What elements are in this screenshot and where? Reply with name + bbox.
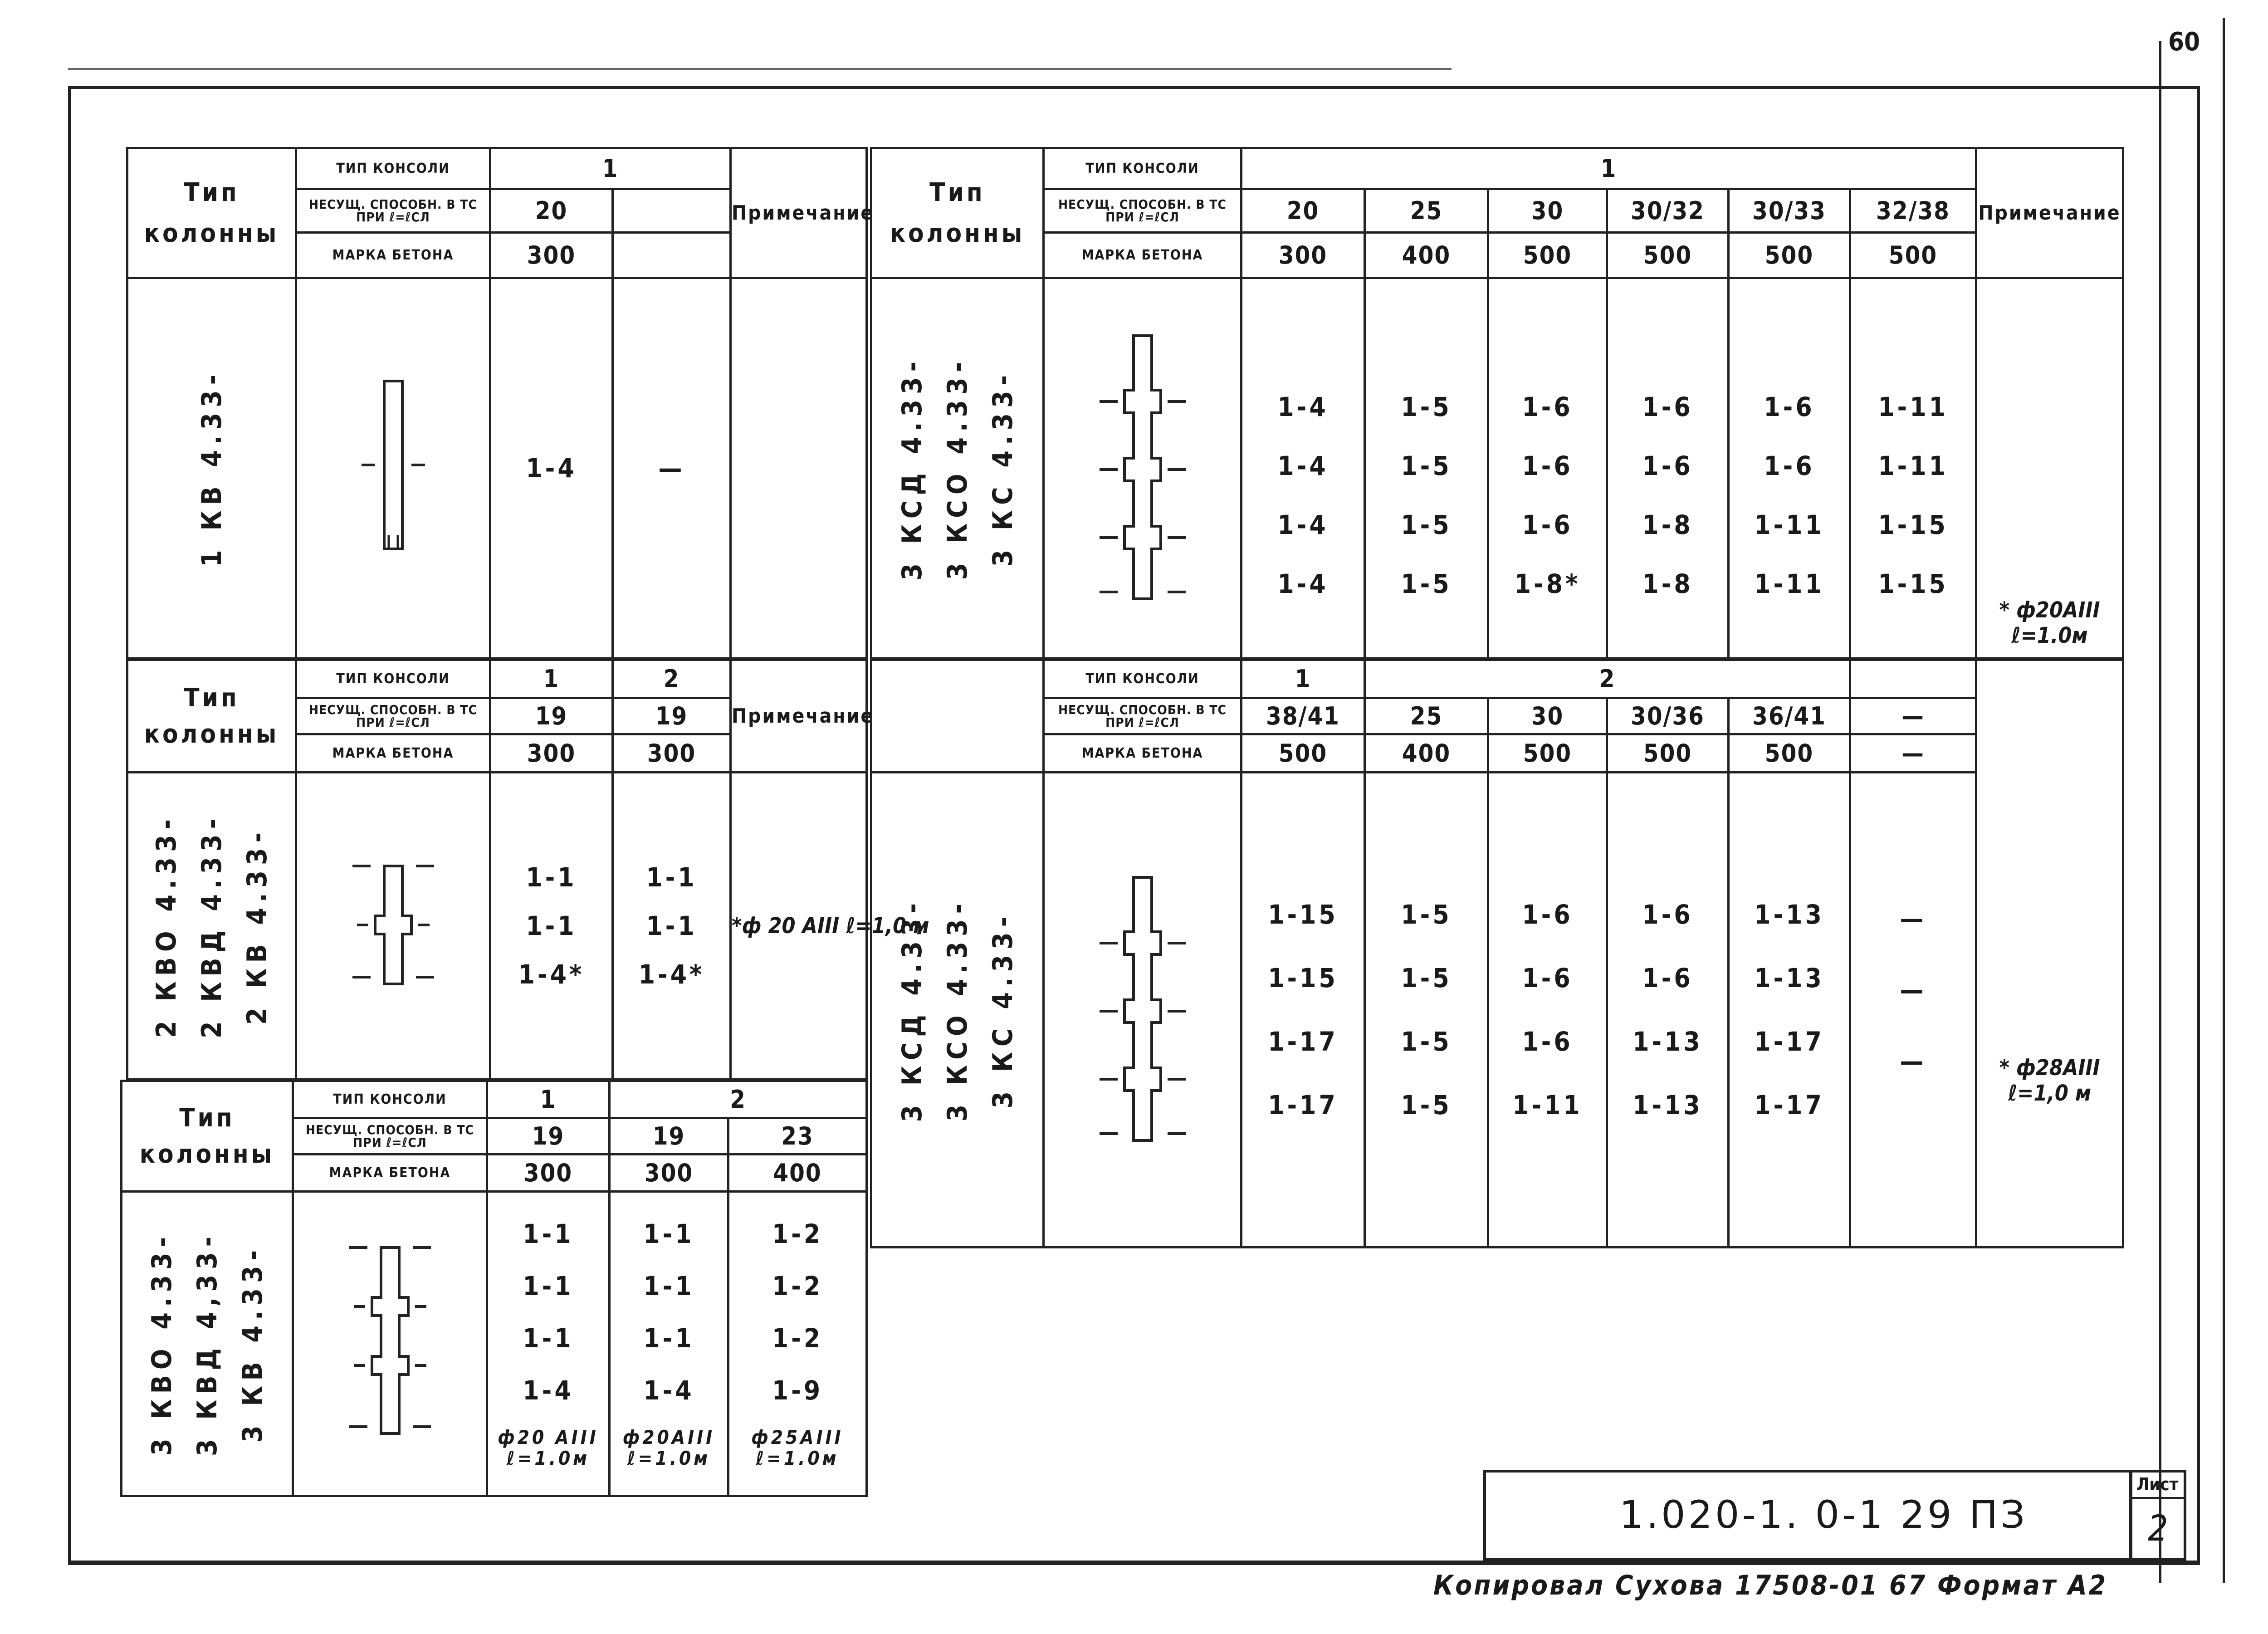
capacity: 30 bbox=[1488, 189, 1607, 233]
value-cell bbox=[1729, 773, 1850, 1248]
value-cell bbox=[1242, 278, 1365, 659]
value: 1-5 bbox=[1401, 450, 1452, 481]
concrete: 500 bbox=[1607, 233, 1729, 278]
value: 1-17 bbox=[1754, 1090, 1824, 1120]
capacity-label: НЕСУЩ. СПОСОБН. В ТС ПРИ ℓ=ℓСЛ bbox=[296, 698, 490, 734]
value: 1-5 bbox=[1401, 899, 1452, 930]
capacity-1: 20 bbox=[490, 189, 613, 233]
concrete: — bbox=[1850, 734, 1976, 773]
value: 1-8* bbox=[1514, 568, 1581, 599]
value-cell bbox=[1850, 773, 1976, 1248]
value: 1-17 bbox=[1268, 1090, 1338, 1120]
note-cell: * ф28АIII ℓ=1,0 м bbox=[1976, 660, 2123, 1248]
value: 1-1 bbox=[646, 910, 697, 941]
value: — bbox=[1900, 974, 1926, 1005]
value: 1-6 bbox=[1642, 899, 1693, 930]
capacity-2: 19 bbox=[610, 1118, 728, 1155]
value: 1-6 bbox=[1522, 509, 1573, 540]
column-sketch-icon bbox=[343, 848, 443, 1002]
value: 1-1 bbox=[526, 910, 577, 941]
value: 1-4 bbox=[1277, 450, 1329, 481]
capacity: 32/38 bbox=[1850, 189, 1976, 233]
concrete: 500 bbox=[1242, 734, 1365, 773]
console-1: 1 bbox=[1242, 660, 1365, 698]
value: 1-11 bbox=[1754, 509, 1824, 540]
concrete: 300 bbox=[1242, 233, 1365, 278]
col-type-header: Тип колонны bbox=[127, 660, 296, 773]
column-mark: 3 КВД 4,33- bbox=[191, 1231, 223, 1457]
capacity: 30/36 bbox=[1607, 698, 1729, 734]
concrete-label: МАРКА БЕТОНА bbox=[296, 233, 490, 278]
column-sketch-cell bbox=[296, 278, 490, 659]
console-1: 1 bbox=[487, 1081, 610, 1118]
value-cell bbox=[490, 773, 613, 1080]
value-cell bbox=[728, 1192, 867, 1496]
console-2: 2 bbox=[1365, 660, 1850, 698]
value: 1-9 bbox=[772, 1375, 823, 1406]
value: 1-6 bbox=[1522, 450, 1573, 481]
concrete-1: 300 bbox=[487, 1155, 610, 1192]
column-mark: 2 КВД 4.33- bbox=[196, 813, 228, 1039]
value: 1-5 bbox=[1401, 963, 1452, 993]
value: 1-11 bbox=[1878, 450, 1948, 481]
value-cell bbox=[1488, 773, 1607, 1248]
value: — bbox=[1900, 1045, 1926, 1076]
column-sketch-cell bbox=[296, 773, 490, 1080]
capacity: 25 bbox=[1365, 189, 1488, 233]
sheet-number: 2 bbox=[2148, 1508, 2168, 1549]
column-mark: 3 КС 4.33- bbox=[987, 369, 1019, 567]
value: 1-6 bbox=[1642, 391, 1693, 422]
value: 1-15 bbox=[1268, 963, 1338, 993]
column-mark-cell bbox=[127, 278, 296, 659]
value: 1-5 bbox=[1401, 1026, 1452, 1057]
value: 1-4 bbox=[643, 1375, 694, 1406]
value: 1-2 bbox=[772, 1218, 823, 1249]
concrete: 400 bbox=[1365, 233, 1488, 278]
reinforcement-note: ф20АIII ℓ=1.0м bbox=[622, 1426, 715, 1470]
col-type-header: Тип колонны bbox=[127, 148, 296, 278]
column-mark: 3 КСД 4.33- bbox=[896, 356, 928, 581]
column-mark-cell bbox=[871, 278, 1044, 659]
capacity: 38/41 bbox=[1242, 698, 1365, 734]
column-sketch-icon bbox=[340, 1238, 440, 1447]
capacity-3: 23 bbox=[728, 1118, 867, 1155]
capacity: 30 bbox=[1488, 698, 1607, 734]
column-mark: 3 КВО 4.33- bbox=[146, 1232, 178, 1456]
reinforcement-note: ф25АIII ℓ=1.0м bbox=[751, 1426, 844, 1470]
value: 1-6 bbox=[1522, 1026, 1573, 1057]
capacity-1: 19 bbox=[487, 1118, 610, 1155]
value-cell bbox=[1607, 278, 1729, 659]
column-mark-cell bbox=[871, 773, 1044, 1248]
value: — bbox=[1900, 903, 1926, 934]
value: 1-15 bbox=[1878, 568, 1948, 599]
note-header: Примечание bbox=[1976, 148, 2123, 278]
value: 1-13 bbox=[1754, 963, 1824, 993]
value: 1-6 bbox=[1642, 450, 1693, 481]
concrete-label: МАРКА БЕТОНА bbox=[1044, 734, 1242, 773]
note-header: Примечание bbox=[731, 148, 867, 278]
capacity-label: НЕСУЩ. СПОСОБН. В ТС ПРИ ℓ=ℓСЛ bbox=[296, 189, 490, 233]
value: 1-13 bbox=[1633, 1090, 1703, 1120]
corner-number: 60 bbox=[2168, 27, 2200, 57]
value: 1-17 bbox=[1754, 1026, 1824, 1057]
value-cell bbox=[1242, 773, 1365, 1248]
column-mark: 3 КСО 4.33- bbox=[941, 356, 973, 580]
console-type-label: ТИП КОНСОЛИ bbox=[293, 1081, 487, 1118]
value-cell bbox=[610, 1192, 728, 1496]
value: 1-4* bbox=[638, 959, 705, 990]
value: 1-13 bbox=[1633, 1026, 1703, 1057]
capacity-2 bbox=[613, 189, 731, 233]
value: 1-15 bbox=[1878, 509, 1948, 540]
console-type-label: ТИП КОНСОЛИ bbox=[1044, 148, 1242, 189]
value: 1-1 bbox=[643, 1270, 694, 1301]
note-header: Примечание bbox=[731, 660, 867, 773]
top-rule bbox=[68, 68, 1452, 70]
value: 1-5 bbox=[1401, 1090, 1452, 1120]
col-type-header: Тип колонны bbox=[871, 148, 1044, 278]
document-code: 1.020-1. 0-1 29 ПЗ bbox=[1619, 1492, 2028, 1537]
console-type-label: ТИП КОНСОЛИ bbox=[296, 148, 490, 189]
capacity: 30/32 bbox=[1607, 189, 1729, 233]
value: 1-11 bbox=[1754, 568, 1824, 599]
value: 1-2 bbox=[772, 1270, 823, 1301]
concrete-label: МАРКА БЕТОНА bbox=[293, 1155, 487, 1192]
concrete: 400 bbox=[1365, 734, 1488, 773]
value: 1-4 bbox=[523, 1375, 574, 1406]
value-cell: — bbox=[613, 278, 731, 659]
column-sketch-icon bbox=[348, 372, 439, 563]
value: 1-1 bbox=[523, 1270, 574, 1301]
concrete-label: МАРКА БЕТОНА bbox=[296, 734, 490, 773]
console-1: 1 bbox=[490, 148, 731, 189]
concrete-2 bbox=[613, 233, 731, 278]
console-empty bbox=[1850, 660, 1976, 698]
concrete-1: 300 bbox=[490, 734, 613, 773]
value: 1-6 bbox=[1642, 963, 1693, 993]
value-cell bbox=[487, 1192, 610, 1496]
value: 1-8 bbox=[1642, 509, 1693, 540]
capacity-label: НЕСУЩ. СПОСОБН. В ТС ПРИ ℓ=ℓСЛ bbox=[1044, 698, 1242, 734]
console-2: 2 bbox=[613, 660, 731, 698]
capacity-label: НЕСУЩ. СПОСОБН. В ТС ПРИ ℓ=ℓСЛ bbox=[1044, 189, 1242, 233]
copy-caption: Копировал Сухова 17508-01 67 Формат А2 bbox=[1433, 1570, 2108, 1601]
concrete-label: МАРКА БЕТОНА bbox=[1044, 233, 1242, 278]
value: 1-1 bbox=[643, 1322, 694, 1354]
concrete-1: 300 bbox=[490, 233, 613, 278]
capacity: 20 bbox=[1242, 189, 1365, 233]
concrete-3: 400 bbox=[728, 1155, 867, 1192]
capacity: 36/41 bbox=[1729, 698, 1850, 734]
value: 1-17 bbox=[1268, 1026, 1338, 1057]
value: 1-6 bbox=[1522, 899, 1573, 930]
value: 1-4 bbox=[1277, 391, 1329, 422]
value: 1-13 bbox=[1754, 899, 1824, 930]
concrete-2: 300 bbox=[613, 734, 731, 773]
value: 1-6 bbox=[1764, 450, 1815, 481]
capacity: — bbox=[1850, 698, 1976, 734]
value: 1-11 bbox=[1878, 391, 1948, 422]
value: 1-4 bbox=[1277, 568, 1329, 599]
column-mark: 3 КСО 4.33- bbox=[941, 898, 973, 1122]
value: 1-1 bbox=[523, 1218, 574, 1249]
value: 1-8 bbox=[1642, 568, 1693, 599]
column-sketch-icon bbox=[1088, 327, 1197, 608]
value-cell: 1-4 bbox=[490, 278, 613, 659]
value-cell bbox=[1729, 278, 1850, 659]
note-cell: * ф20АIII ℓ=1.0м bbox=[1976, 278, 2123, 659]
column-mark: 3 КС 4.33- bbox=[987, 911, 1019, 1109]
console-type-label: ТИП КОНСОЛИ bbox=[296, 660, 490, 698]
concrete: 500 bbox=[1729, 233, 1850, 278]
table-3kv bbox=[120, 1080, 868, 1497]
concrete: 500 bbox=[1850, 233, 1976, 278]
sheet-label: Лист bbox=[2136, 1474, 2179, 1494]
value: 1-6 bbox=[1522, 391, 1573, 422]
sheet-box-divider bbox=[2130, 1497, 2186, 1499]
value: 1-4 bbox=[1277, 509, 1329, 540]
value: 1-1 bbox=[523, 1322, 574, 1354]
table-3ks-lower bbox=[870, 659, 2124, 1248]
capacity: 30/33 bbox=[1729, 189, 1850, 233]
column-mark: 2 КВО 4.33- bbox=[150, 814, 182, 1038]
value-cell bbox=[1365, 773, 1488, 1248]
value: 1-6 bbox=[1764, 391, 1815, 422]
note-cell: *ф 20 АIII ℓ=1,0 м bbox=[731, 773, 867, 1080]
value: 1-5 bbox=[1401, 509, 1452, 540]
capacity-label: НЕСУЩ. СПОСОБН. В ТС ПРИ ℓ=ℓСЛ bbox=[293, 1118, 487, 1155]
column-mark-cell bbox=[127, 773, 296, 1080]
capacity-1: 19 bbox=[490, 698, 613, 734]
table-1kv bbox=[126, 147, 875, 660]
console-1: 1 bbox=[1242, 148, 1976, 189]
column-sketch-cell bbox=[1044, 278, 1242, 659]
concrete: 500 bbox=[1488, 233, 1607, 278]
table-3ks-upper bbox=[870, 147, 2124, 660]
value-cell bbox=[1488, 278, 1607, 659]
capacity: 25 bbox=[1365, 698, 1488, 734]
value: 1-15 bbox=[1268, 899, 1338, 930]
column-mark: 2 КВ 4.33- bbox=[241, 827, 273, 1025]
column-mark: 1 КВ 4.33- bbox=[196, 369, 228, 567]
bottom-rule bbox=[68, 1561, 2200, 1563]
value-cell bbox=[1365, 278, 1488, 659]
value-cell bbox=[1607, 773, 1729, 1248]
concrete: 500 bbox=[1607, 734, 1729, 773]
column-mark: 3 КВ 4.33- bbox=[236, 1245, 269, 1443]
value: 1-5 bbox=[1401, 568, 1452, 599]
reinforcement-note: ф20 АIII ℓ=1.0м bbox=[498, 1426, 599, 1470]
console-1: 1 bbox=[490, 660, 613, 698]
concrete: 500 bbox=[1488, 734, 1607, 773]
value: 1-1 bbox=[643, 1218, 694, 1249]
right-edge-rule-2 bbox=[2223, 18, 2225, 1583]
col-type-header: Тип колонны bbox=[122, 1081, 293, 1192]
value: 1-1 bbox=[646, 862, 697, 893]
value: 1-11 bbox=[1512, 1090, 1583, 1120]
console-2: 2 bbox=[610, 1081, 867, 1118]
value-cell bbox=[613, 773, 731, 1080]
value: 1-5 bbox=[1401, 391, 1452, 422]
column-sketch-cell bbox=[293, 1192, 487, 1496]
console-type-label: ТИП КОНСОЛИ bbox=[1044, 660, 1242, 698]
value-cell bbox=[1850, 278, 1976, 659]
capacity-2: 19 bbox=[613, 698, 731, 734]
concrete: 500 bbox=[1729, 734, 1850, 773]
value: 1-1 bbox=[526, 862, 577, 893]
column-mark-cell bbox=[122, 1192, 293, 1496]
column-sketch-cell bbox=[1044, 773, 1242, 1248]
column-sketch-icon bbox=[1088, 868, 1197, 1150]
column-mark: 3 КСД 4.33- bbox=[896, 897, 928, 1122]
concrete-2: 300 bbox=[610, 1155, 728, 1192]
value: 1-4* bbox=[518, 959, 585, 990]
col-type-empty bbox=[871, 660, 1044, 773]
value: 1-2 bbox=[772, 1322, 823, 1354]
note-cell bbox=[731, 278, 867, 659]
value: 1-6 bbox=[1522, 963, 1573, 993]
